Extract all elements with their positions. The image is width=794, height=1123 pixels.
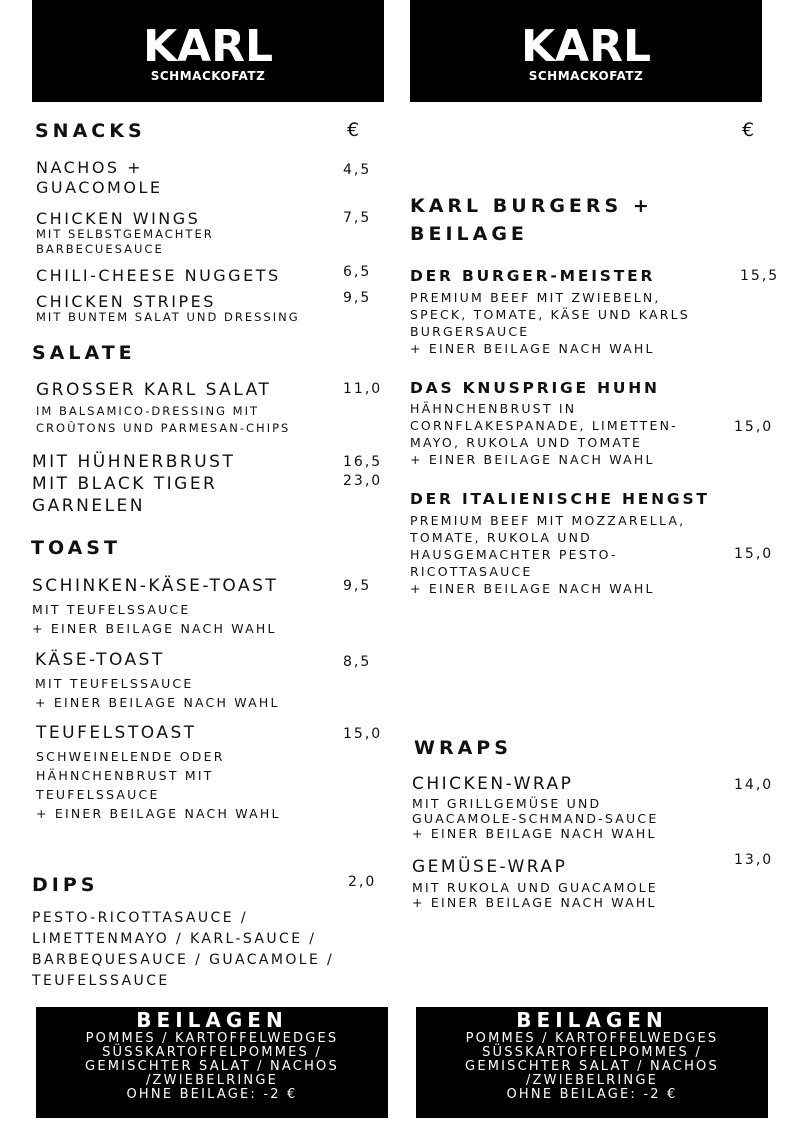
menu-item-description: IM BALSAMICO-DRESSING MIT CROÛTONS UND PARMESAN-CHIPS bbox=[36, 404, 291, 435]
menu-item-name: CHICKEN-WRAP bbox=[412, 774, 574, 794]
menu-item-name: SCHINKEN-KÄSE-TOAST bbox=[32, 576, 279, 596]
menu-item-description: PREMIUM BEEF MIT ZWIEBELN, SPECK, TOMATE, KÄSE UND KARLS BURGERSAUCE + EINER BEILAGE NACH WAHL bbox=[410, 290, 690, 356]
section-title-dips: DIPS bbox=[32, 874, 99, 896]
logo-subtitle: SCHMACKOFATZ bbox=[528, 69, 644, 83]
menu-item-name: GROSSER KARL SALAT bbox=[36, 380, 272, 400]
menu-item-price: 2,0 bbox=[348, 874, 377, 890]
menu-item-name: DER ITALIENISCHE HENGST bbox=[410, 490, 710, 508]
menu-item-price: 9,5 bbox=[343, 578, 372, 594]
menu-item-description: HÄHNCHENBRUST IN CORNFLAKESPANADE, LIMETTEN- MAYO, RUKOLA UND TOMATE + EINER BEILAGE NACH WAHL bbox=[410, 401, 678, 467]
menu-item-description: PREMIUM BEEF MIT MOZZARELLA, TOMATE, RUKOLA UND HAUSGEMACHTER PESTO- RICOTTASAUCE + EINER BEILAGE NACH WAHL bbox=[410, 513, 686, 596]
menu-item-name: TEUFELSTOAST bbox=[36, 723, 197, 743]
menu-item-price: 4,5 bbox=[343, 162, 372, 178]
menu-item-description: MIT BUNTEM SALAT UND DRESSING bbox=[36, 310, 300, 324]
currency-symbol: € bbox=[742, 119, 755, 141]
menu-item-description: MIT TEUFELSSAUCE + EINER BEILAGE NACH WAHL bbox=[35, 676, 280, 710]
beilagen-title: BEILAGEN bbox=[136, 1008, 288, 1032]
menu-item-price: 15,5 bbox=[740, 268, 780, 284]
beilagen-title: BEILAGEN bbox=[516, 1008, 668, 1032]
menu-item-name: CHICKEN STRIPES bbox=[36, 292, 216, 311]
beilagen-list: POMMES / KARTOFFELWEDGES SÜSSKARTOFFELPOMMES / GEMISCHTER SALAT / NACHOS /ZWIEBELRINGE OHNE BEILAGE: -2 € bbox=[465, 1031, 719, 1102]
dips-list: PESTO-RICOTTASAUCE / LIMETTENMAYO / KARL-SAUCE / BARBEQUESAUCE / GUACAMOLE / TEUFELSSAUCE bbox=[32, 910, 335, 989]
menu-item-price: 9,5 bbox=[343, 290, 372, 306]
menu-item-price: 14,0 bbox=[734, 777, 774, 793]
menu-item-price: 23,0 bbox=[343, 473, 383, 489]
section-title-snacks: SNACKS bbox=[35, 120, 146, 142]
menu-item-description: SCHWEINELENDE ODER HÄHNCHENBRUST MIT TEUFELSSAUCE + EINER BEILAGE NACH WAHL bbox=[36, 749, 281, 821]
menu-item-description: MIT GRILLGEMÜSE UND GUACAMOLE-SCHMAND-SAUCE + EINER BEILAGE NACH WAHL bbox=[412, 796, 659, 841]
logo-right bbox=[410, 0, 762, 102]
section-title-wraps: WRAPS bbox=[414, 737, 512, 759]
menu-item-name: DAS KNUSPRIGE HUHN bbox=[410, 379, 660, 397]
menu-item-description: MIT SELBSTGEMACHTER BARBECUESAUCE bbox=[36, 227, 214, 256]
menu-item-name: NACHOS + GUACOMOLE bbox=[36, 158, 163, 197]
logo-subtitle: SCHMACKOFATZ bbox=[150, 69, 266, 83]
section-title-salate: SALATE bbox=[32, 342, 136, 364]
menu-item-price: 15,0 bbox=[734, 419, 774, 435]
menu-item-price: 6,5 bbox=[343, 264, 372, 280]
beilagen-box-right bbox=[416, 1007, 768, 1118]
beilagen-list: POMMES / KARTOFFELWEDGES SÜSSKARTOFFELPOMMES / GEMISCHTER SALAT / NACHOS /ZWIEBELRINGE OHNE BEILAGE: -2 € bbox=[85, 1031, 339, 1102]
menu-item-price: 15,0 bbox=[343, 726, 383, 742]
currency-symbol: € bbox=[347, 119, 360, 141]
beilagen-box-left bbox=[36, 1007, 388, 1118]
menu-item-price: 11,0 bbox=[343, 381, 383, 397]
menu-item-description: MIT RUKOLA UND GUACAMOLE + EINER BEILAGE NACH WAHL bbox=[412, 880, 658, 910]
menu-item-price: 8,5 bbox=[343, 654, 372, 670]
menu-item-name: KÄSE-TOAST bbox=[35, 650, 165, 670]
menu-item-price: 16,5 bbox=[343, 454, 383, 470]
menu-item-name: CHILI-CHEESE NUGGETS bbox=[36, 266, 281, 285]
logo-title: KARL bbox=[142, 21, 274, 72]
menu-item-name: GEMÜSE-WRAP bbox=[412, 857, 568, 877]
menu-item-price: 15,0 bbox=[734, 546, 774, 562]
menu-item-name: MIT BLACK TIGER GARNELEN bbox=[32, 474, 218, 516]
menu-item-name: CHICKEN WINGS bbox=[36, 209, 201, 228]
logo-title: KARL bbox=[520, 21, 652, 72]
menu-item-name: DER BURGER-MEISTER bbox=[410, 267, 656, 285]
section-title-toast: TOAST bbox=[31, 537, 121, 559]
menu-item-description: MIT TEUFELSSAUCE + EINER BEILAGE NACH WAHL bbox=[32, 602, 277, 636]
logo-left bbox=[32, 0, 384, 102]
menu-item-price: 7,5 bbox=[343, 210, 372, 226]
menu-item-price: 13,0 bbox=[734, 852, 774, 868]
menu-item-name: MIT HÜHNERBRUST bbox=[32, 452, 236, 472]
section-title-burgers: KARL BURGERS + BEILAGE bbox=[410, 195, 653, 245]
